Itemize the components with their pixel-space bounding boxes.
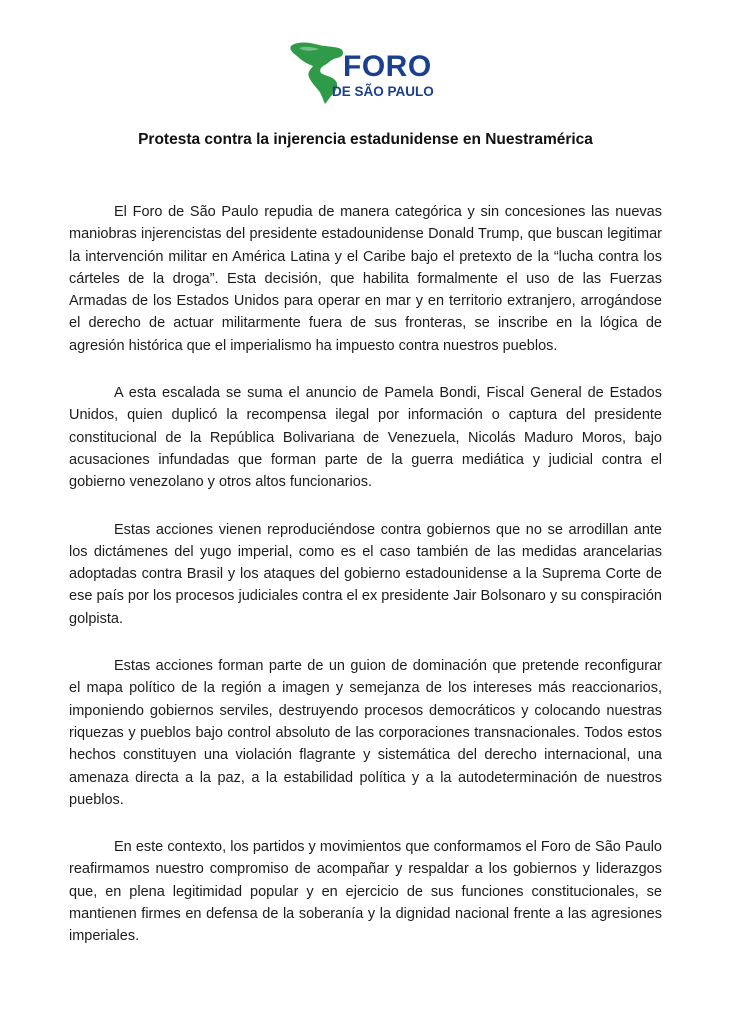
paragraph: En este contexto, los partidos y movimientos que conformamos el Foro de São Paulo reafirmamos nuestro compromiso de acompañar y respaldar a los gobiernos y liderazgos que, en plena legitimidad popular y en ejercicio de sus funciones constitucionales, se mantienen firmes en defensa de la soberanía y la dignidad nacional frente a las agresiones imperiales. — [69, 839, 662, 945]
logo-subtitle-text: DE SÃO PAULO — [332, 84, 434, 99]
logo-brand-text: FORO — [343, 50, 432, 83]
paragraph: El Foro de São Paulo repudia de manera categórica y sin concesiones las nuevas maniobras injerencistas del presidente estadounidense Donald Trump, que buscan legitimar la intervención militar en América Latina y el Caribe bajo el pretexto de la “lucha contra los cárteles de la droga”. Esta decisión, que habilita formalmente el uso de las Fuerzas Armadas de los Estados Unidos para operar en mar y en territorio extranjero, arrogándose el derecho de actuar militarmente fuera de sus fronteras, se inscribe en la lógica de agresión histórica que el imperialismo ha impuesto contra nuestros pueblos. — [69, 204, 662, 354]
document-body — [69, 201, 662, 973]
document-title: Protesta contra la injerencia estadunidense en Nuestramérica — [138, 131, 593, 148]
paragraph: Estas acciones vienen reproduciéndose contra gobiernos que no se arrodillan ante los dictámenes del yugo imperial, como es el caso también de las medidas arancelarias adoptadas contra Brasil y los ataques del gobierno estadounidense a la Suprema Corte de ese país por los procesos judiciales contra el ex presidente Jair Bolsonaro y su conspiración golpista. — [69, 521, 662, 627]
paragraph: A esta escalada se suma el anuncio de Pamela Bondi, Fiscal General de Estados Unidos, quien duplicó la recompensa ilegal por información o captura del presidente constitucional de la República Bolivariana de Venezuela, Nicolás Maduro Moros, bajo acusaciones infundadas que forman parte de la guerra mediática y judicial contra el gobierno venezolano y otros altos funcionarios. — [69, 385, 662, 491]
paragraph: Estas acciones forman parte de un guion de dominación que pretende reconfigurar el mapa político de la región a imagen y semejanza de los intereses más reaccionarios, imponiendo gobiernos serviles, destruyendo procesos democráticos y colocando nuestras riquezas y pueblos bajo control absoluto de las corporaciones transnacionales. Todos estos hechos constituyen una violación flagrante y sistemática del derecho internacional, una amenaza directa a la paz, a la estabilidad política y a la autodeterminación de nuestros pueblos. — [69, 658, 662, 808]
foro-logo — [285, 38, 450, 108]
